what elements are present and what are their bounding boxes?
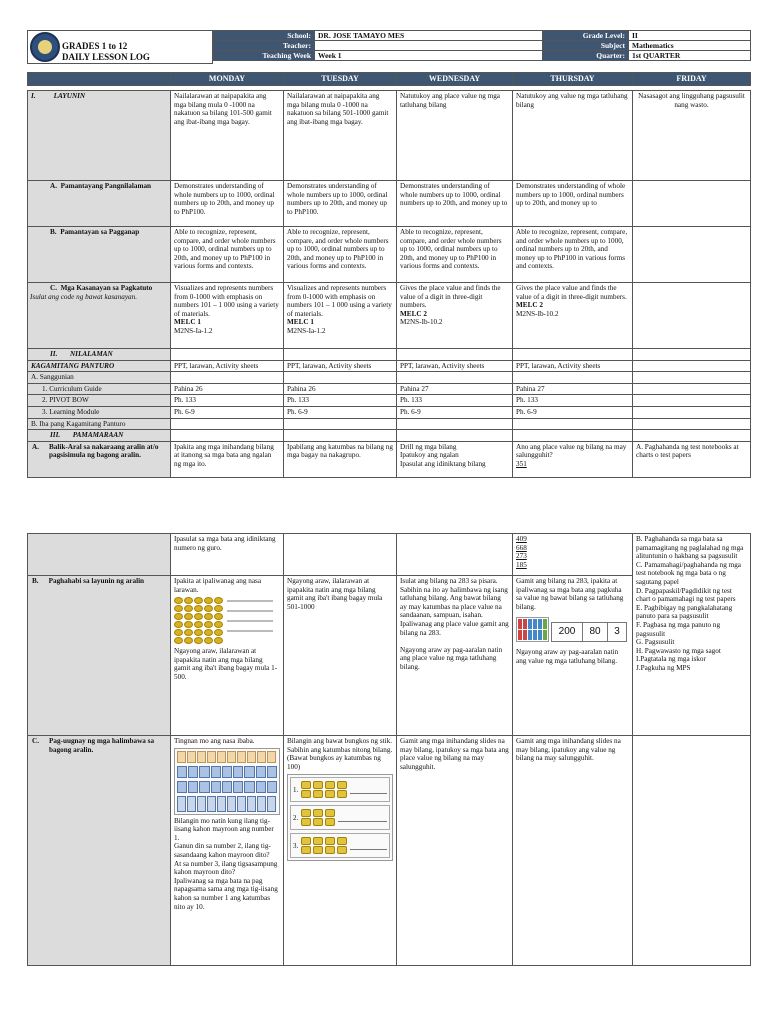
thu-number-3: 273 — [516, 552, 527, 561]
cell-nilalaman-wed — [397, 349, 513, 361]
cell-pamamaraan-tue — [284, 430, 397, 442]
bundle-group-icon — [301, 808, 335, 827]
coin-pile-icon — [174, 597, 224, 644]
cell-sanggunian-wed — [397, 372, 513, 384]
cell-pivot-fri — [633, 395, 751, 407]
cell-iba-thu — [513, 418, 633, 430]
base-ten-rows-illustration — [174, 748, 280, 815]
quarter-value: 1st QUARTER — [629, 51, 751, 61]
thu-number-1: 409 — [516, 535, 527, 543]
cell-kagamitan-mon: PPT, larawan, Activity sheets — [171, 360, 284, 372]
header-info-table — [213, 30, 751, 61]
cell-layunin-mon: Nailalarawan at naipapakita ang mga bilang mula 0 -1000 na nakatuon sa bilang 101-500 gamit ang ibat-ibang mga bagay. — [171, 91, 284, 181]
cell-pamamaraan-fri — [633, 430, 751, 442]
lesson-log-table-page1 — [27, 72, 751, 478]
cell-sanggunian-thu — [513, 372, 633, 384]
header-logo-box — [27, 30, 213, 64]
subject-value: Mathematics — [629, 41, 751, 51]
cell-pivot-thu: Ph. 133 — [513, 395, 633, 407]
cell-kasanayan-thu: Gives the place value and finds the value of a digit in three-digit numbers. MELC 2 M2NS-Ib-10.2 — [513, 283, 633, 349]
row-label-pamamaraan: III. PAMAMARAAN — [28, 430, 171, 442]
cell-nilalaman-mon — [171, 349, 284, 361]
fri-step-i: I.Pagtatala ng mga iskor — [636, 655, 706, 664]
kasanayan-subnote: Isulat ang code ng bawat kasanayan. — [30, 292, 138, 301]
row-label-pagganap: B. Pamantayan sa Pagganap — [28, 227, 171, 283]
cell-kagamitan-thu: PPT, larawan, Activity sheets — [513, 360, 633, 372]
cell-module-fri — [633, 406, 751, 418]
cell-cont-tue — [284, 534, 397, 576]
cell-pagganap-fri — [633, 227, 751, 283]
cell-module-tue: Ph. 6-9 — [284, 406, 397, 418]
cell-curriculum-mon: Pahina 26 — [171, 383, 284, 395]
thu-number-4: 185 — [516, 560, 527, 569]
doc-title-grades: GRADES 1 to 12 — [62, 41, 128, 51]
cell-pagugnay-wed: Gamit ang mga inihandang slides na may bilang, ipatukoy sa mga bata ang place value ng bilang na may salungguhit. — [397, 736, 513, 966]
cell-kagamitan-wed: PPT, larawan, Activity sheets — [397, 360, 513, 372]
quarter-label: Quarter: — [543, 51, 629, 61]
cell-pivot-tue: Ph. 133 — [284, 395, 397, 407]
row-label-curriculum: 1. Curriculum Guide — [28, 383, 171, 395]
week-label: Teaching Week — [214, 51, 315, 61]
cell-paghahabi-thu: Gamit ang bilang na 283, ipakita at ipaliwanag sa mga bata ang pagkuha sa value ng bawat bilang sa tatluhang bilang. 200 80 3 Ngayong araw ay pag-aaralan natin ang value ng mga tatluhang bilang. — [513, 576, 633, 736]
cell-pagganap-mon: Able to recognize, represent, compare, and order whole numbers up to 1000, ordinal numbers up to 20th, and money up to PhP100 in various forms and contexts. — [171, 227, 284, 283]
cell-pagganap-tue: Able to recognize, represent, compare, and order whole numbers up to 1000, ordinal numbers up to 20th, and money up to PhP100 in various forms and contexts. — [284, 227, 397, 283]
cell-kagamitan-tue: PPT, larawan, Activity sheets — [284, 360, 397, 372]
cell-kasanayan-wed: Gives the place value and finds the value of a digit in three-digit numbers. MELC 2 M2NS-Ib-10.2 — [397, 283, 513, 349]
cell-layunin-tue: Nailalarawan at naipapakita ang mga bilang mula 0 -1000 na nakatuon sa bilang 501-1000 gamit ang ibat-ibang mga bagay. — [284, 91, 397, 181]
cell-nilalaman-thu — [513, 349, 633, 361]
cell-module-wed: Ph. 6-9 — [397, 406, 513, 418]
row-label-module: 3. Learning Module — [28, 406, 171, 418]
row-label-layunin: I. LAYUNIN — [28, 91, 171, 181]
cell-paghahabi-wed: Isulat ang bilang na 283 sa pisara. Sabihin na ito ay halimbawa ng isang tatluhang bilang. Ang bawat bilang ay may katumbas na place value na sandaanan, sampuan, isahan. Ipaliwanag ang place value gamit ang bilang na 283. Ngayong araw ay pag-aaralan natin ang place value ng mga tatluhang bilang. — [397, 576, 513, 736]
cell-cont-wed — [397, 534, 513, 576]
teacher-label: Teacher: — [214, 41, 315, 51]
cell-layunin-fri: Nasasagot ang lingguhang pagsusulit nang wasto. — [633, 91, 751, 181]
cell-iba-tue — [284, 418, 397, 430]
coin-caption-lines — [227, 597, 273, 644]
cell-pamamaraan-wed — [397, 430, 513, 442]
cell-pagugnay-fri — [633, 736, 751, 966]
cell-sanggunian-mon — [171, 372, 284, 384]
cell-module-mon: Ph. 6-9 — [171, 406, 284, 418]
cell-cont-mon: Ipasulat sa mga bata ang idiniktang numero ng guro. — [171, 534, 284, 576]
row-label-continuation — [28, 534, 171, 576]
base-ten-blocks-icon — [516, 617, 549, 642]
cell-kasanayan-tue: Visualizes and represents numbers from 0-1000 with emphasis on numbers 101 – 1 000 using a variety of materials. MELC 1 M2NS-Ia-1.2 — [284, 283, 397, 349]
cell-cont-fri — [633, 534, 751, 736]
fri-step-d: D. Pagpapaskil/Pagdidikit ng test chart o pamamahagi ng test papers — [636, 586, 736, 604]
cell-balik-mon: Ipakita ang mga inihandang bilang at itanong sa mga bata ang ngalan ng mga ito. — [171, 441, 284, 477]
stick-bundles-worksheet: 1. 2. 3. — [287, 774, 393, 861]
day-header-wednesday: WEDNESDAY — [397, 73, 513, 86]
cell-module-thu: Ph. 6-9 — [513, 406, 633, 418]
fri-step-g: G. Pagsusulit — [636, 638, 675, 647]
cell-sanggunian-fri — [633, 372, 751, 384]
fri-step-e: E. Pagbibigay ng pangkalahatang panuto para sa pagsusulit — [636, 603, 733, 621]
cell-pagugnay-mon: Tingnan mo ang nasa ibaba. Bilangin mo natin kung ilang tig-iisang kahon mayroon ang number 1. Ganun din sa number 2, ilang tig-sasandaang kahon mayroon dito? At sa number 3, ilang tigsasampung kahon mayroon dito? Ipaliwanag sa mga bata na pag napagsama sama ang mga tig-iisang kahon sa number 1 ang katumbas nito ay 10. — [171, 736, 284, 966]
cell-pamantayang-mon: Demonstrates understanding of whole numbers up to 1000, ordinal numbers up to 20th, and money up to PhP100. — [171, 181, 284, 227]
value-tens: 80 — [583, 623, 608, 641]
value-hundreds: 200 — [552, 623, 583, 641]
cell-pagugnay-thu: Gamit ang mga inihandang slides na may bilang, ipatukoy ang value ng bilang na may salungguhit. — [513, 736, 633, 966]
cell-cont-thu — [513, 534, 633, 576]
week-value: Week 1 — [315, 51, 543, 61]
row-label-balik: A. Balik-Aral sa nakaraang aralin at/o pagsisimula ng bagong aralin. — [28, 441, 171, 477]
cell-pamamaraan-thu — [513, 430, 633, 442]
cell-paghahabi-tue: Ngayong araw, ilalarawan at ipapakita natin ang mga bilang gamit ang iba't ibang bagay mula 501-1000 — [284, 576, 397, 736]
cell-sanggunian-tue — [284, 372, 397, 384]
cell-nilalaman-fri — [633, 349, 751, 361]
cell-pagganap-thu: Able to recognize, represent, compare, and order whole numbers up to 1000, ordinal numbers up to 20th, and money up to PhP100 in various forms and contexts. — [513, 227, 633, 283]
day-header-blank — [28, 73, 171, 86]
fri-step-b: B. Paghahanda sa mga bata sa pamamagitang ng paglalahad ng mga alituntunin o hakbang sa pagsusulit — [636, 535, 744, 561]
cell-layunin-thu: Natutukoy ang value ng mga tatluhang bilang — [513, 91, 633, 181]
coins-illustration — [174, 597, 280, 644]
cell-pivot-mon: Ph. 133 — [171, 395, 284, 407]
school-label: School: — [214, 31, 315, 41]
cell-paghahabi-mon: Ipakita at ipaliwanag ang nasa larawan. Ngayong araw, ilalarawan at ipapakita natin ang mga bilang gamit ang iba't ibang bagay mula 1-500. — [171, 576, 284, 736]
fri-step-j: J.Pagkuha ng MPS — [636, 663, 691, 672]
fri-step-h: H. Pagwawasto ng mga sagot — [636, 646, 721, 655]
fri-step-c: C. Pamamahagi/paghahanda ng mga test notebook ng mga bata o ng sagutang papel — [636, 560, 741, 586]
cell-pamantayang-wed: Demonstrates understanding of whole numbers up to 1000, ordinal numbers up to 20th, and money up to — [397, 181, 513, 227]
day-header-thursday: THURSDAY — [513, 73, 633, 86]
cell-balik-fri: A. Paghahanda ng test notebooks at charts o test papers — [633, 441, 751, 477]
cell-iba-wed — [397, 418, 513, 430]
grade-label: Grade Level: — [543, 31, 629, 41]
cell-balik-tue: Ipabilang ang katumbas na bilang ng mga bagay na nakagrupo. — [284, 441, 397, 477]
balik-thu-number: 351 — [516, 459, 527, 468]
cell-balik-thu: Ano ang place value ng bilang na may salungguhit? 351 — [513, 441, 633, 477]
subject-label: Subject — [543, 41, 629, 51]
cell-balik-wed: Drill ng mga bilang Ipatukoy ang ngalan Ipasulat ang idiniktang bilang — [397, 441, 513, 477]
bundle-group-icon — [301, 780, 347, 799]
day-header-friday: FRIDAY — [633, 73, 751, 86]
thu-number-2: 668 — [516, 543, 527, 552]
cell-pamantayang-fri — [633, 181, 751, 227]
cell-curriculum-thu: Pahina 27 — [513, 383, 633, 395]
cell-pagugnay-tue: Bilangin ang bawat bungkos ng stik. Sabihin ang katumbas nitong bilang. (Bawat bungkos ay katumbas ng 100) 1. 2. 3. — [284, 736, 397, 966]
cell-iba-mon — [171, 418, 284, 430]
row-label-pamantayang: A. Pamantayang Pangnilalaman — [28, 181, 171, 227]
cell-pagganap-wed: Able to recognize, represent, compare, and order whole numbers up to 1000, ordinal numbers up to 20th, and money up to PhP100 in various forms and contexts. — [397, 227, 513, 283]
grade-value: II — [629, 31, 751, 41]
row-label-kasanayan: C. Mga Kasanayan sa Pagkatuto Isulat ang code ng bawat kasanayan. — [28, 283, 171, 349]
cell-curriculum-wed: Pahina 27 — [397, 383, 513, 395]
cell-pivot-wed: Ph. 133 — [397, 395, 513, 407]
cell-nilalaman-tue — [284, 349, 397, 361]
teacher-value — [315, 41, 543, 51]
fri-step-f: F. Pagbasa ng mga panuto ng pagsusulit — [636, 620, 721, 638]
cell-kasanayan-mon: Visualizes and represents numbers from 0-1000 with emphasis on numbers 101 – 1 000 using a variety of materials. MELC 1 M2NS-Ia-1.2 — [171, 283, 284, 349]
row-label-pivot: 2. PIVOT BOW — [28, 395, 171, 407]
cell-curriculum-tue: Pahina 26 — [284, 383, 397, 395]
day-header-tuesday: TUESDAY — [284, 73, 397, 86]
cell-kasanayan-fri — [633, 283, 751, 349]
cell-layunin-wed: Natutukoy ang place value ng mga tatluhang bilang — [397, 91, 513, 181]
school-value: DR. JOSE TAMAYO MES — [315, 31, 543, 41]
cell-curriculum-fri — [633, 383, 751, 395]
row-label-kagamitan: KAGAMITANG PANTURO — [28, 360, 171, 372]
lesson-log-table-page2 — [27, 533, 751, 966]
deped-seal-icon — [30, 32, 60, 62]
row-label-iba: B. Iba pang Kagamitang Panturo — [28, 418, 171, 430]
cell-pamantayang-tue: Demonstrates understanding of whole numbers up to 1000, ordinal numbers up to 20th, and money up to PhP100. — [284, 181, 397, 227]
cell-iba-fri — [633, 418, 751, 430]
value-ones: 3 — [614, 626, 620, 638]
doc-title-dll: DAILY LESSON LOG — [62, 52, 150, 62]
cell-pamamaraan-mon — [171, 430, 284, 442]
day-header-monday: MONDAY — [171, 73, 284, 86]
row-label-sanggunian: A. Sanggunian — [28, 372, 171, 384]
row-label-paghahabi: B. Paghahabi sa layunin ng aralin — [28, 576, 171, 736]
bundle-group-icon — [301, 836, 347, 855]
row-label-pagugnay: C. Pag-uugnay ng mga halimbawa sa bagong aralin. — [28, 736, 171, 966]
place-value-chart — [516, 617, 629, 642]
cell-pamantayang-thu: Demonstrates understanding of whole numbers up to 1000, ordinal numbers up to 20th, and money up to — [513, 181, 633, 227]
row-label-nilalaman: II. NILALAMAN — [28, 349, 171, 361]
cell-kagamitan-fri — [633, 360, 751, 372]
